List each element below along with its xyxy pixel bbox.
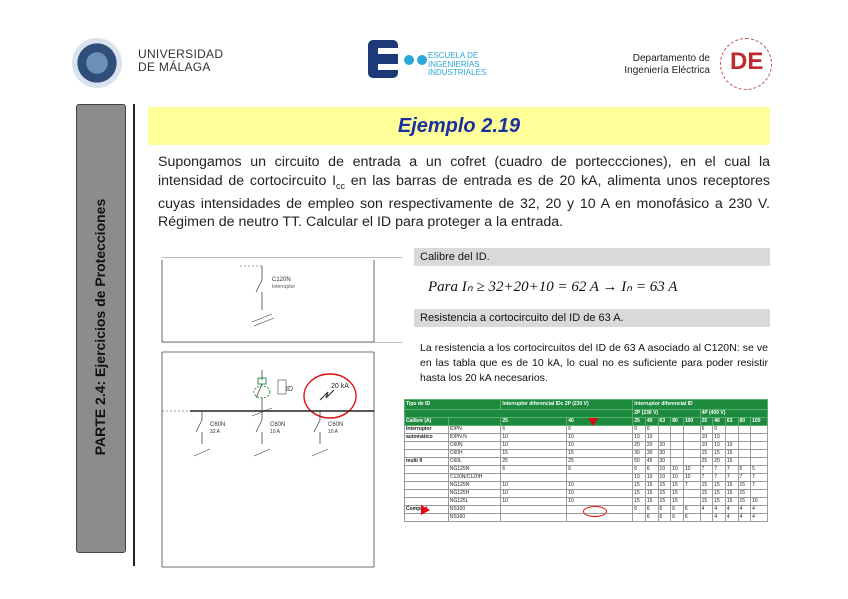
table-value-cell: 30 <box>645 450 658 458</box>
table-device-cell: NG125N <box>448 466 500 474</box>
table-value-cell: 6 <box>658 514 671 522</box>
table-value-cell: 10 <box>501 434 567 442</box>
table-value-cell: 10 <box>700 442 713 450</box>
table-value-cell <box>751 426 768 434</box>
th-calibre-cell: 25 <box>501 418 567 426</box>
table-group-cell <box>405 490 449 498</box>
table-value-cell: 15 <box>700 490 713 498</box>
table-value-cell <box>658 426 671 434</box>
th-calibre-cell: 25 <box>700 418 713 426</box>
resist-text: La resistencia a los cortocircuitos del ID de 63 A asociado al C120N: se ve en las tabla que es de 10 kA, lo cual no es suficiente para poder resistir hasta los 20 kA necesarios. <box>420 342 768 384</box>
table-value-cell: 45 <box>645 458 658 466</box>
sidebar-label: PARTE 2.4: Ejercicios de Protecciones <box>92 198 108 456</box>
table-value-cell: 25 <box>501 458 567 466</box>
dept-logo-letters: DE <box>730 48 764 75</box>
th-calibre-cell: 63 <box>725 418 738 426</box>
table-row <box>405 474 768 482</box>
table-device-cell: NS160 <box>448 514 500 522</box>
table-value-cell: 6 <box>645 514 658 522</box>
table-value-cell: 6 <box>713 426 726 434</box>
table-value-cell: 15 <box>501 450 567 458</box>
id-short-circuit-table <box>404 399 768 522</box>
table-group-cell <box>405 474 449 482</box>
table-row <box>405 426 768 434</box>
table-value-cell: 4 <box>738 506 751 514</box>
vertical-divider <box>133 104 135 566</box>
table-value-cell: 20 <box>633 442 646 450</box>
table-row <box>405 490 768 498</box>
table-value-cell: 10 <box>567 442 633 450</box>
table-value-cell: 10 <box>567 498 633 506</box>
table-value-cell: 10 <box>683 466 700 474</box>
table-value-cell <box>700 514 713 522</box>
table-value-cell: 15 <box>645 490 658 498</box>
table-value-cell: 10 <box>751 498 768 506</box>
th-calibre-cell: Calibre (A) <box>405 418 449 426</box>
table-value-cell: 20 <box>645 442 658 450</box>
table-value-cell: 10 <box>633 474 646 482</box>
table-value-cell: 4 <box>751 506 768 514</box>
table-value-cell <box>671 434 684 442</box>
statement-part2: en las barras de entrada es de 20 kA, alimenta unos receptores cuyas intensidades de empleo son respectivamente de 32, 20 y 10 A en monofásico a 230 V. Régimen de neutro TT. Calcular el ID para proteger a la entrada. <box>158 172 770 231</box>
table-value-cell <box>751 458 768 466</box>
table-value-cell: 10 <box>713 442 726 450</box>
table-value-cell: 15 <box>713 482 726 490</box>
table-group-cell <box>405 466 449 474</box>
table-value-cell: 6 <box>501 466 567 474</box>
table-row <box>405 466 768 474</box>
table-value-cell: 25 <box>700 458 713 466</box>
arrow-right-icon <box>421 505 430 515</box>
table-value-cell: 6 <box>671 506 684 514</box>
table-value-cell: 4 <box>725 506 738 514</box>
statement-part1: Supongamos un circuito de entrada a un cofret (cuadro de porteccciones), en el cual la intensidad de cortocircuito I <box>158 154 770 189</box>
uma-seal-logo <box>72 38 122 88</box>
branch-1-name: C60N <box>210 422 226 428</box>
table-row <box>405 450 768 458</box>
table-value-cell: 6 <box>658 506 671 514</box>
table-value-cell: 4 <box>713 514 726 522</box>
table-device-cell: NG125N <box>448 482 500 490</box>
table-value-cell: 15 <box>738 490 751 498</box>
branch-2 <box>254 411 285 456</box>
table-device-cell: C120N/C120H <box>448 474 500 482</box>
table-value-cell: 7 <box>751 474 768 482</box>
table-value-cell: 6 <box>671 514 684 522</box>
table-value-cell: 4 <box>738 514 751 522</box>
th-type: Tipo de ID <box>405 400 501 410</box>
table-value-cell: 15 <box>725 482 738 490</box>
table-value-cell: 7 <box>713 474 726 482</box>
table-value-cell: 10 <box>725 442 738 450</box>
table-value-cell <box>751 450 768 458</box>
table-value-cell: 7 <box>683 482 700 490</box>
table-value-cell: 10 <box>700 434 713 442</box>
top-breaker-sublabel: Interruptor <box>272 284 296 290</box>
top-breaker-label: C120N <box>272 277 291 283</box>
table-value-cell <box>671 450 684 458</box>
branch-2-rating: 10 A <box>270 429 281 435</box>
table-value-cell: 20 <box>658 442 671 450</box>
table-row <box>405 442 768 450</box>
id-label: ID <box>286 386 293 393</box>
table-value-cell: 30 <box>633 450 646 458</box>
table-value-cell: 6 <box>567 426 633 434</box>
calibre-formula: Para Iₙ ≥ 32+20+10 = 62 A → Iₙ = 63 A <box>428 279 678 295</box>
table-value-cell: 15 <box>700 450 713 458</box>
table-device-cell: NG125H <box>448 490 500 498</box>
circuit-diagram <box>140 252 402 572</box>
table-value-cell: 15 <box>700 482 713 490</box>
table-value-cell: 15 <box>671 498 684 506</box>
table-value-cell: 15 <box>738 498 751 506</box>
table-value-cell <box>683 434 700 442</box>
table-value-cell <box>725 434 738 442</box>
highlight-circle <box>583 506 607 517</box>
table-value-cell: 6 <box>683 506 700 514</box>
table-value-cell: 30 <box>658 458 671 466</box>
table-value-cell: 6 <box>633 466 646 474</box>
table-value-cell: 10 <box>501 482 567 490</box>
table-value-cell <box>751 490 768 498</box>
table-value-cell: 10 <box>658 466 671 474</box>
table-value-cell <box>501 474 567 482</box>
branch-3-rating: 10 A <box>328 429 339 435</box>
table-value-cell: 15 <box>645 498 658 506</box>
table-value-cell: 5 <box>751 466 768 474</box>
table-device-cell: IDPN <box>448 426 500 434</box>
th-4p: 4P (400 V) <box>700 410 767 418</box>
table-value-cell <box>751 442 768 450</box>
escuela-dots-logo <box>404 52 430 70</box>
table-value-cell: 15 <box>713 490 726 498</box>
table-device-cell: C60L <box>448 458 500 466</box>
dept-seal-logo <box>720 38 772 90</box>
escuela-line2: INGENIERÍAS <box>428 59 480 69</box>
table-value-cell: 6 <box>683 514 700 522</box>
table-group-cell: multi 9 <box>405 458 449 466</box>
table-value-cell: 10 <box>671 474 684 482</box>
table-value-cell: 15 <box>633 482 646 490</box>
th-calibre-cell: 63 <box>658 418 671 426</box>
table-value-cell: 7 <box>713 466 726 474</box>
table-value-cell: 10 <box>645 474 658 482</box>
table-value-cell: 30 <box>658 450 671 458</box>
table-group-cell <box>405 450 449 458</box>
th-calibre-cell: 40 <box>713 418 726 426</box>
table-value-cell <box>738 426 751 434</box>
escuela-line1: ESCUELA DE <box>428 51 479 60</box>
th-calibre-cell: 40 <box>567 418 633 426</box>
th-calibre-cell: 80 <box>738 418 751 426</box>
table-group-cell <box>405 442 449 450</box>
calibre-header: Calibre del ID. <box>414 248 770 266</box>
th-id: Interruptor diferencial ID <box>633 400 768 410</box>
table-value-cell <box>683 426 700 434</box>
table-value-cell <box>567 474 633 482</box>
table-device-cell: C60N <box>448 442 500 450</box>
table-row <box>405 498 768 506</box>
table-value-cell <box>738 442 751 450</box>
branch-2-name: C60N <box>270 422 286 428</box>
th-calibre-cell: 100 <box>751 418 768 426</box>
table-value-cell: 6 <box>645 466 658 474</box>
table-value-cell: 15 <box>658 498 671 506</box>
table-value-cell: 15 <box>713 498 726 506</box>
table-value-cell: 10 <box>567 482 633 490</box>
table-device-cell: IDPN N <box>448 434 500 442</box>
statement-subscript: cc <box>336 180 346 191</box>
table-value-cell: 10 <box>501 490 567 498</box>
table-value-cell: 10 <box>683 474 700 482</box>
branch-3-name: C60N <box>328 422 344 428</box>
table-value-cell <box>683 442 700 450</box>
slide-title: Ejemplo 2.19 <box>397 115 521 137</box>
table-value-cell: 15 <box>658 490 671 498</box>
table-value-cell <box>683 498 700 506</box>
table-header-row-2 <box>405 410 768 418</box>
table-device-cell: NS100 <box>448 506 500 514</box>
table-header-row-1 <box>405 400 768 410</box>
arrow-down-icon <box>588 418 598 426</box>
table-value-cell <box>683 458 700 466</box>
th-calibre-cell: 80 <box>671 418 684 426</box>
table-group-cell: Compact <box>405 506 449 514</box>
table-value-cell: 7 <box>725 466 738 474</box>
table-value-cell: 50 <box>633 458 646 466</box>
table-value-cell: 10 <box>567 490 633 498</box>
table-value-cell: 6 <box>501 426 567 434</box>
table-value-cell: 4 <box>751 514 768 522</box>
table-value-cell <box>658 434 671 442</box>
table-value-cell <box>738 450 751 458</box>
table-value-cell: 7 <box>751 482 768 490</box>
table-row <box>405 434 768 442</box>
table-row <box>405 458 768 466</box>
table-value-cell: 15 <box>738 482 751 490</box>
table-device-cell: NG125L <box>448 498 500 506</box>
table-value-cell: 10 <box>633 434 646 442</box>
table-value-cell: 10 <box>713 434 726 442</box>
table-value-cell: 10 <box>567 434 633 442</box>
table-value-cell: 6 <box>645 426 658 434</box>
table-group-cell: automático <box>405 434 449 442</box>
table-value-cell: 15 <box>671 482 684 490</box>
table-value-cell: 15 <box>725 458 738 466</box>
table-value-cell: 4 <box>713 506 726 514</box>
table-value-cell: 7 <box>700 466 713 474</box>
table-value-cell: 15 <box>725 498 738 506</box>
table-value-cell <box>633 514 646 522</box>
table-value-cell <box>683 450 700 458</box>
table-value-cell: 25 <box>567 458 633 466</box>
table-value-cell <box>671 442 684 450</box>
table-value-cell: 4 <box>725 514 738 522</box>
table-device-cell: C60H <box>448 450 500 458</box>
escuela-e-logo <box>368 40 398 78</box>
resist-header: Resistencia a cortocircuito del ID de 63 A. <box>414 309 770 327</box>
th-idc: Interruptor diferencial IDc 2P (230 V) <box>501 400 633 410</box>
table-value-cell <box>671 458 684 466</box>
dept-line2: Ingeniería Eléctrica <box>624 65 710 76</box>
lightning-icon <box>320 390 334 400</box>
table-value-cell: 15 <box>633 490 646 498</box>
uma-name <box>138 48 223 74</box>
uma-line2: DE MÁLAGA <box>138 60 211 74</box>
table-group-cell: Interruptor <box>405 426 449 434</box>
table-value-cell: 7 <box>738 474 751 482</box>
problem-statement <box>158 153 770 232</box>
table-value-cell: 15 <box>645 482 658 490</box>
table-value-cell <box>738 458 751 466</box>
table-group-cell <box>405 482 449 490</box>
table-value-cell: 15 <box>725 450 738 458</box>
th-2p: 2P (230 V) <box>633 410 700 418</box>
table-value-cell <box>751 434 768 442</box>
table-value-cell: 6 <box>700 426 713 434</box>
table-value-cell: 10 <box>658 474 671 482</box>
escuela-name <box>428 52 486 78</box>
th-calibre-cell: 100 <box>683 418 700 426</box>
table-value-cell: 20 <box>713 458 726 466</box>
table-value-cell: 15 <box>658 482 671 490</box>
table-value-cell <box>725 426 738 434</box>
table-value-cell: 7 <box>700 474 713 482</box>
table-value-cell <box>683 490 700 498</box>
table-value-cell: 15 <box>713 450 726 458</box>
table-value-cell: 6 <box>567 466 633 474</box>
table-value-cell: 6 <box>633 506 646 514</box>
dept-name <box>600 53 710 77</box>
table-value-cell: 5 <box>738 466 751 474</box>
table-value-cell: 4 <box>700 506 713 514</box>
table-value-cell <box>501 506 567 514</box>
table-value-cell: 15 <box>671 490 684 498</box>
table-value-cell: 10 <box>501 442 567 450</box>
th-calibre-cell <box>448 418 500 426</box>
table-value-cell: 7 <box>725 474 738 482</box>
table-value-cell: 15 <box>567 450 633 458</box>
table-value-cell: 10 <box>671 466 684 474</box>
table-value-cell: 10 <box>645 434 658 442</box>
table-header-row-3 <box>405 418 768 426</box>
th-calibre-cell: 25 <box>633 418 646 426</box>
uma-line1: UNIVERSIDAD <box>138 47 224 61</box>
th-calibre-cell: 40 <box>645 418 658 426</box>
fault-label: 20 kA <box>331 383 349 390</box>
table-value-cell: 10 <box>501 498 567 506</box>
dept-line1: Departamento de <box>632 53 710 64</box>
branch-1-rating: 32 A <box>210 429 221 435</box>
table-value-cell: 6 <box>633 426 646 434</box>
escuela-line3: INDUSTRIALES <box>428 68 487 77</box>
table-value-cell <box>671 426 684 434</box>
table-value-cell <box>501 514 567 522</box>
table-row <box>405 482 768 490</box>
table-value-cell: 15 <box>725 490 738 498</box>
branch-1 <box>194 411 225 456</box>
table-value-cell: 6 <box>645 506 658 514</box>
table-value-cell: 15 <box>700 498 713 506</box>
table-value-cell: 15 <box>633 498 646 506</box>
table-value-cell <box>738 434 751 442</box>
